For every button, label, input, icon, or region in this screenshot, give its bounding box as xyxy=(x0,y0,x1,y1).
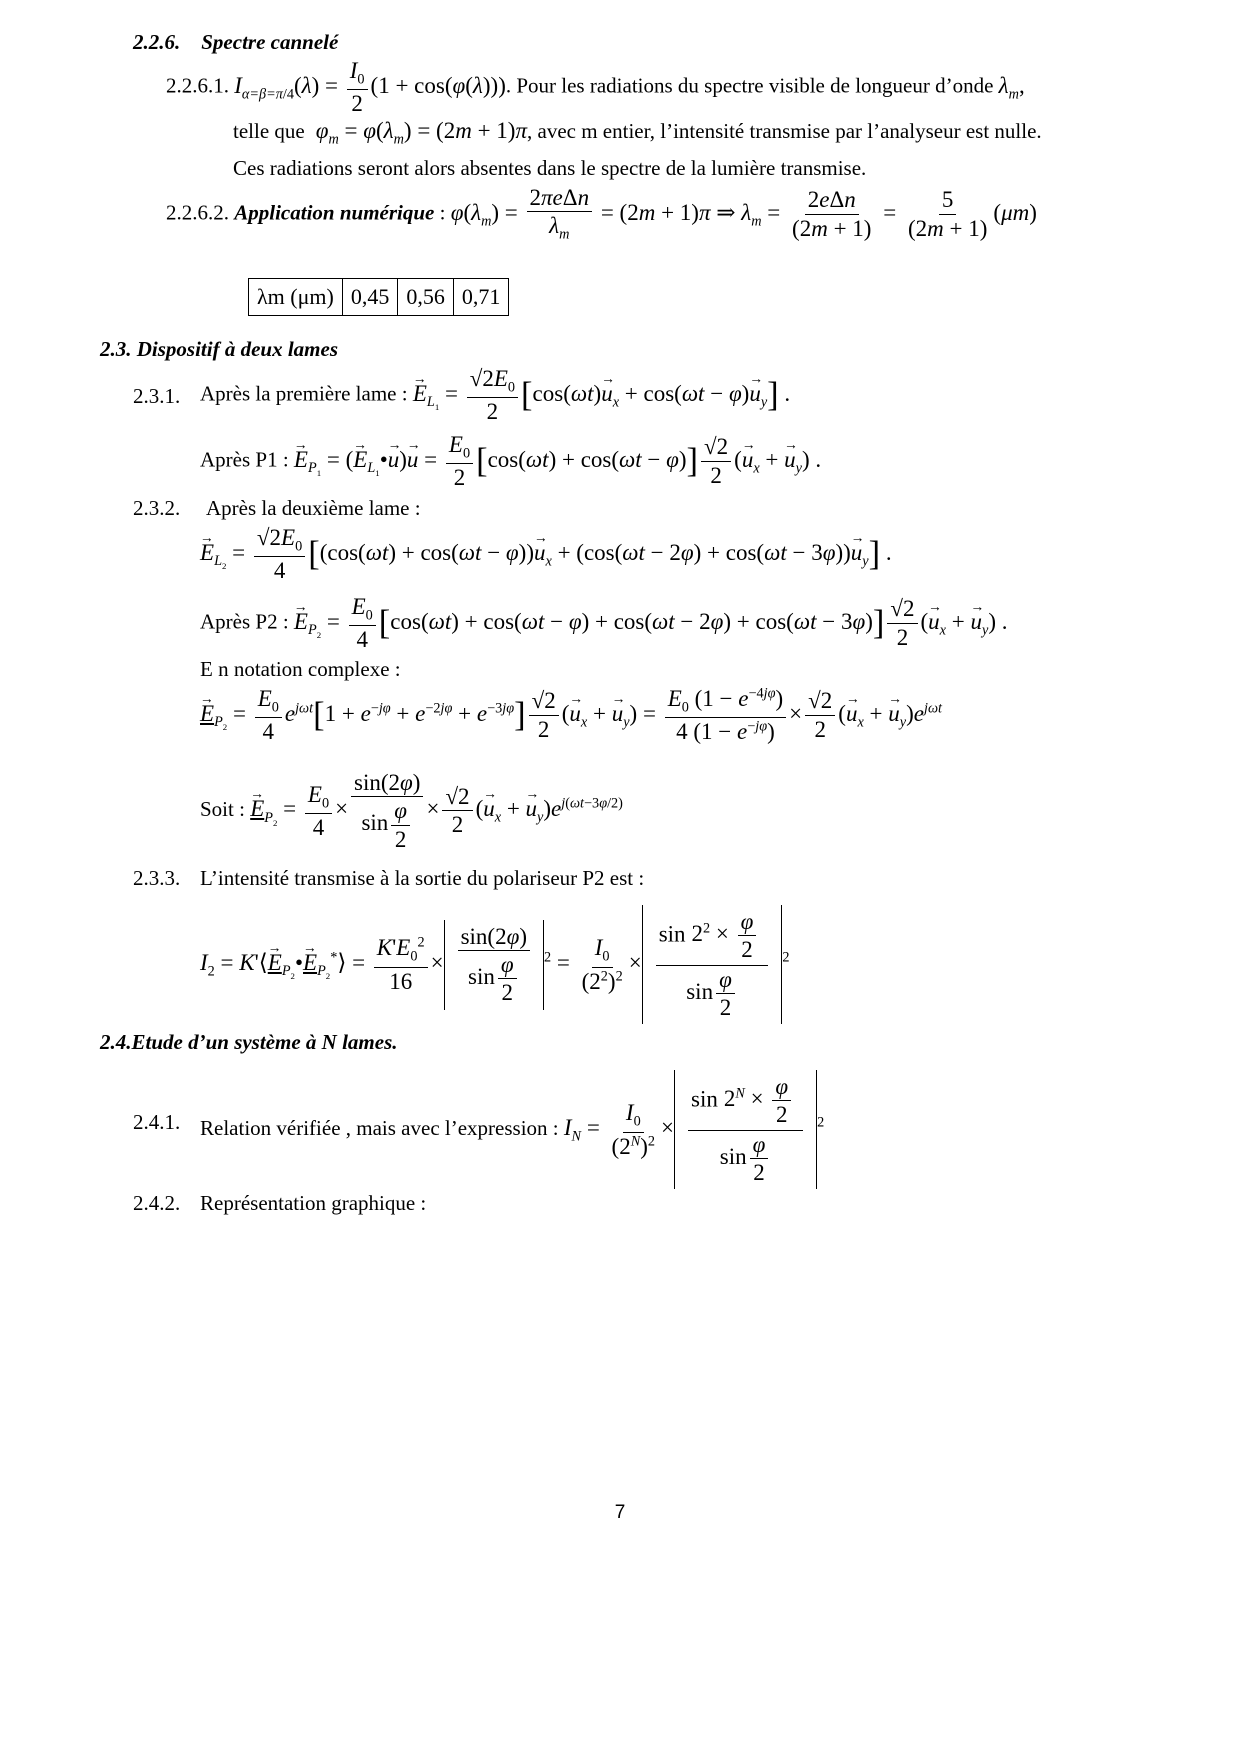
table-row xyxy=(249,279,509,316)
paragraph-2-2-6-2 xyxy=(166,185,1037,244)
paragraph-text: Après la première lame : xyxy=(200,381,408,406)
section-heading-2-4: 2.4.Etude d’un système à N lames. xyxy=(100,1030,398,1054)
paragraph-text: . Pour les radiations du spectre visible de longueur d’onde xyxy=(505,73,994,98)
section-number: 2.2.6.1. xyxy=(166,73,229,98)
section-title: Spectre cannelé xyxy=(201,30,339,54)
formula-complex-notation: → $E_{P_2}$ = $\frac{E_0}{4}$ $e^{j\omega t}[1 + e^{-j\varphi} + e^{-2j\varphi} + e^{-3j\varphi}]$ $\frac{√2}{2}$ (→ $u_x$ + → $u_y$) = $\frac{E_0 (1 - e^{-4j\varphi})}{4 (1 - e^{-j\varphi})}$ × $\frac{√2}{2}$ (→ $u_x$ + → $u_y)e^{j\omega t}$ xyxy=(200,686,942,745)
formula-intensity: $I_{\alpha=\beta=\pi/4}(\lambda)$ = $\frac{I_0}{2}$ (1 + cos(φ(λ))) xyxy=(234,58,506,117)
paragraph-2-2-6-1 xyxy=(166,58,1025,117)
paragraph-2-3-1 xyxy=(200,366,790,425)
table-cell: 0,56 xyxy=(398,279,454,316)
formula-intensity-i2: $I_2$ = K'⟨→ $E_{P_2}•\to$ $E_{P_2}^*⟩$ = $\frac{K'E_0^2}{16}$ × sin(2φ) sin $\frac{\varphi}{2}$ $^2$ = $\frac{I_0}{(2^2)^2}$ × sin $2^2$ × $\frac{\varphi}{2}$ sin $\frac{\varphi}{2}$ $^2$ xyxy=(200,905,790,1024)
section-heading-2-3: 2.3. Dispositif à deux lames xyxy=(100,337,339,361)
paragraph-2-2-6-1-line2 xyxy=(233,118,1042,149)
formula-intensity-in: $I_N$ = $\frac{I_0}{(2^N)^2}$ × sin $2^N$ × $\frac{\varphi}{2}$ sin $\frac{\varphi}{2}$ $^2$ xyxy=(564,1115,824,1140)
paragraph-text: Après la deuxième lame : xyxy=(206,496,421,520)
table-cell: 0,45 xyxy=(342,279,398,316)
paragraph-text: , avec m entier, l’intensité transmise par l’analyseur est nulle. xyxy=(527,119,1042,143)
subsection-title: Application numérique xyxy=(234,200,435,225)
formula-after-p2: → $E_{P_2}$ = $\frac{E_0}{4}$ [cos(ωt) + cos(ωt − φ) + cos(ωt − 2φ) + cos(ωt − 3φ)] $\frac{√2}{2}$ (→ $u_x$ + → $u_y$) . xyxy=(294,609,1008,634)
paragraph-text: Relation vérifiée , mais avec l’expression : xyxy=(200,1115,559,1140)
lambda-table xyxy=(248,278,509,316)
paragraph-text: Après P1 : xyxy=(200,447,289,472)
paragraph-text: Ces radiations seront alors absentes dans le spectre de la lumière transmise. xyxy=(233,156,867,180)
table-cell: 0,71 xyxy=(453,279,509,316)
paragraph-text: Soit : xyxy=(200,797,245,822)
paragraph-text: telle que xyxy=(233,119,305,143)
paragraph-2-4-1 xyxy=(200,1070,824,1189)
formula-after-p1: → $E_{P_1}$ = (→ $E_{L_1}•\to u)\to u$ = $\frac{E_0}{2}$ [cos(ωt) + cos(ωt − φ)] $\frac{√2}{2}$ (→ $u_x$ + → $u_y$) . xyxy=(294,447,821,472)
section-number-2-3-3: 2.3.3. xyxy=(133,866,181,890)
section-number-2-4-1: 2.4.1. xyxy=(133,1110,181,1134)
formula-numeric-application: $\varphi(\lambda_m)$ = $\frac{\text{2πeΔn}}{\lambda_m}$ = (2m + 1)π ⇒ $\lambda_m$ = $\frac{\text{2eΔn}}{(2m + 1)}$ = $\frac{5}{(2m + 1)}$ (μm) xyxy=(450,185,1037,243)
section-number-2-3-1: 2.3.1. xyxy=(133,384,181,408)
paragraph-text: E n notation complexe : xyxy=(200,657,401,681)
section-number: 2.2.6.2. xyxy=(166,200,229,225)
page-number: 7 xyxy=(614,1502,626,1523)
paragraph-text: Après P2 : xyxy=(200,609,289,634)
colon: : xyxy=(439,200,446,225)
paragraph-text: Représentation graphique : xyxy=(200,1191,427,1215)
lambda-m-symbol: $\lambda_m$, xyxy=(998,72,1025,103)
paragraph-text: L’intensité transmise à la sortie du polariseur P2 est : xyxy=(200,866,645,890)
section-number-2-3-2: 2.3.2. xyxy=(133,496,181,520)
formula-phase-condition: $\varphi_m = \varphi(\lambda_m) = (2m + 1)\pi$ xyxy=(315,118,527,148)
section-number: 2.2.6. xyxy=(133,30,181,54)
paragraph-2-3-2-p2 xyxy=(200,594,1007,653)
section-heading-2-2-6 xyxy=(133,30,338,55)
section-number-2-4-2: 2.4.2. xyxy=(133,1191,181,1215)
formula-after-second-plate: → $E_{L_2}$ = $\frac{√2E_0}{4}$ $[(\cos(\omega t) + \cos(\omega t - \varphi))\to u_x + (\cos(\omega t - 2\varphi) + \cos(\omega t - 3\varphi))\to u_y]$ . xyxy=(200,525,892,584)
paragraph-2-3-1-p1 xyxy=(200,432,821,491)
formula-soit: → $E_{P_2}$ = $\frac{E_0}{4}$ × sin(2φ) sin $\frac{\varphi}{2}$ × $\frac{√2}{2}$ (→ $u_x$ + → $u_y)e^{j(\omega t-3\varphi/2)}$ xyxy=(250,796,623,821)
paragraph-soit xyxy=(200,770,623,852)
table-header-cell: λm (μm) xyxy=(249,279,343,316)
formula-after-first-plate: → $E_{L_1}$ = $\frac{√2E_0}{2}$ $[\cos(\omega t)\to u_x + \cos(\omega t - \varphi)\to u_y]$ . xyxy=(413,381,790,406)
